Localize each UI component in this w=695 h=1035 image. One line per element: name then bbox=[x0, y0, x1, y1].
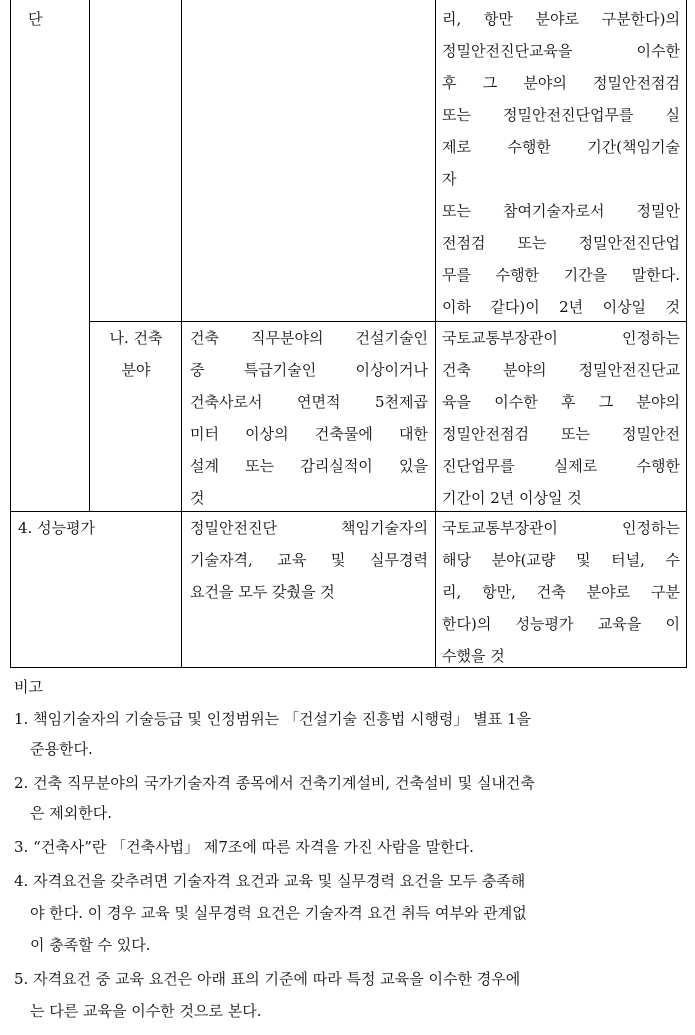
note-item-4-line: 이 충족할 수 있다. bbox=[30, 936, 151, 954]
word: 것 bbox=[665, 298, 680, 316]
word: 또는 bbox=[442, 106, 471, 124]
text-line bbox=[190, 354, 428, 386]
text-line: 기간이 2년 이상일 것 bbox=[442, 489, 582, 507]
word: 건축물에 bbox=[314, 425, 373, 443]
word: 참여기술자로서 bbox=[503, 202, 605, 220]
text-line bbox=[190, 418, 428, 450]
word: 후 bbox=[560, 393, 576, 411]
word: 성능평가 bbox=[515, 615, 574, 633]
text-line bbox=[442, 386, 680, 418]
word: 건축사로서 bbox=[190, 393, 263, 411]
word: 전점검 bbox=[442, 234, 486, 252]
word: 인정하는 bbox=[622, 519, 680, 537]
word: 이하 bbox=[442, 298, 471, 316]
word: 진단업무를 bbox=[442, 457, 515, 475]
word: 및 bbox=[330, 551, 346, 569]
word: 설계 bbox=[190, 457, 219, 475]
word: 정밀안 bbox=[636, 202, 680, 220]
word: 리, bbox=[442, 10, 462, 28]
table-border-left bbox=[10, 0, 11, 668]
word: 2년 bbox=[559, 298, 584, 316]
word: 국토교통부장관이 bbox=[442, 519, 558, 537]
text-line: 것 bbox=[190, 489, 205, 507]
word: 터널, bbox=[611, 551, 645, 569]
word: 수행한 bbox=[636, 457, 680, 475]
note-item-2-line: 은 제외한다. bbox=[30, 804, 112, 822]
column-divider-qualification bbox=[181, 0, 182, 668]
word: 정밀안전진단교육을 bbox=[442, 42, 573, 60]
word: 분야로 bbox=[586, 583, 631, 601]
word: 대한 bbox=[399, 425, 428, 443]
word: 정밀안전 bbox=[622, 425, 680, 443]
word: 기술자격, bbox=[190, 551, 253, 569]
text-line bbox=[442, 227, 680, 259]
text-line bbox=[442, 3, 680, 35]
word: 정밀안전점검 bbox=[593, 74, 680, 92]
word: 같다)이 bbox=[490, 298, 540, 316]
text-line bbox=[442, 259, 680, 291]
word: 항만, bbox=[482, 583, 516, 601]
note-item-5-line: 는 다른 교육을 이수한 것으로 본다. bbox=[30, 1002, 262, 1020]
requirement-cell-building bbox=[442, 322, 680, 514]
note-item-5-line: 5. 자격요건 중 교육 요건은 아래 표의 기준에 따라 특정 교육을 이수한 경우에 bbox=[14, 970, 521, 988]
word: 육을 bbox=[442, 393, 471, 411]
word: 분야로 bbox=[535, 10, 580, 28]
note-item-1-line: 준용한다. bbox=[30, 740, 93, 758]
word: 교육 bbox=[277, 551, 307, 569]
word: 미터 bbox=[190, 425, 219, 443]
word: 정밀안전점검 bbox=[442, 425, 529, 443]
text-line bbox=[442, 512, 680, 544]
word: 분야의 bbox=[523, 74, 567, 92]
note-item-4-line: 야 한다. 이 경우 교육 및 실무경력 요건은 기술자격 요건 취득 여부와 관계없 bbox=[30, 904, 527, 922]
word: 수행한 bbox=[495, 266, 540, 284]
text-line bbox=[442, 418, 680, 450]
qualification-cell-building bbox=[190, 322, 428, 514]
word: 또는 bbox=[442, 202, 471, 220]
word: 연면적 bbox=[296, 393, 341, 411]
word: 특급기술인 bbox=[243, 361, 317, 379]
word: 그 bbox=[598, 393, 614, 411]
word: 및 bbox=[576, 551, 591, 569]
text-line bbox=[442, 576, 680, 608]
word: 무를 bbox=[442, 266, 471, 284]
notes-heading: 비고 bbox=[14, 678, 43, 696]
word: 이수한 bbox=[636, 42, 680, 60]
word: 이수한 bbox=[494, 393, 538, 411]
word: 한다)의 bbox=[442, 615, 492, 633]
text-line bbox=[190, 322, 428, 354]
text-line bbox=[190, 512, 428, 544]
word: 중 bbox=[190, 361, 205, 379]
word: 분야(교량 bbox=[491, 551, 556, 569]
word: 실제로 bbox=[553, 457, 598, 475]
requirement-cell-performance bbox=[442, 512, 680, 672]
text-line bbox=[442, 354, 680, 386]
text-line bbox=[442, 35, 680, 67]
word: 또는 bbox=[561, 425, 590, 443]
word: 건설기술인 bbox=[355, 329, 428, 347]
text-line bbox=[190, 450, 428, 482]
word: 구분 bbox=[650, 583, 680, 601]
word: 항만 bbox=[483, 10, 513, 28]
word: 실무경력 bbox=[370, 551, 428, 569]
note-item-1-line: 1. 책임기술자의 기술등급 및 인정범위는 「건설기술 진흥법 시행령」 별표 1을 bbox=[14, 710, 531, 728]
word: 건축 bbox=[442, 361, 471, 379]
word: 수행한 bbox=[507, 138, 551, 156]
table-border-right bbox=[686, 0, 687, 668]
word: 해당 bbox=[442, 551, 471, 569]
word: 이상이거나 bbox=[355, 361, 428, 379]
column-divider-requirement bbox=[435, 0, 436, 668]
subcategory-building bbox=[96, 322, 176, 386]
note-item-2-line: 2. 건축 직무분야의 국가기술자격 종목에서 건축기계설비, 건축설비 및 실내건축 bbox=[14, 774, 535, 792]
text-line bbox=[442, 291, 680, 323]
column-divider-subcategory bbox=[89, 0, 90, 512]
word: 있을 bbox=[398, 457, 428, 475]
requirement-cell-row3 bbox=[442, 3, 680, 323]
note-item-4-line: 4. 자격요건을 갖추려면 기술자격 요건과 교육 및 실무경력 요건을 모두 충족해 bbox=[14, 872, 526, 890]
word: 국토교통부장관이 bbox=[442, 329, 558, 347]
word: 기간을 bbox=[563, 266, 608, 284]
word: 정밀안전진단교 bbox=[578, 361, 680, 379]
word: 또는 bbox=[517, 234, 547, 252]
word: 분야의 bbox=[636, 393, 680, 411]
word: 직무분야의 bbox=[251, 329, 324, 347]
word: 이 bbox=[665, 615, 680, 633]
qualification-cell-performance bbox=[190, 512, 428, 608]
word: 구분한다)의 bbox=[601, 10, 680, 28]
word: 후 bbox=[442, 74, 457, 92]
word: 실 bbox=[665, 106, 680, 124]
text-line bbox=[442, 67, 680, 99]
word: 건축 bbox=[190, 329, 219, 347]
note-item-3-line: 3. “건축사”란 「건축사법」 제7조에 따른 자격을 가진 사람을 말한다. bbox=[14, 838, 474, 856]
word: 그 bbox=[482, 74, 498, 92]
text-line bbox=[190, 544, 428, 576]
word: 제로 bbox=[442, 138, 471, 156]
word: 책임기술자의 bbox=[341, 519, 428, 537]
word: 리, bbox=[442, 583, 462, 601]
word: 건축 bbox=[536, 583, 566, 601]
text-line: 수했을 것 bbox=[442, 647, 505, 665]
text-line bbox=[442, 131, 680, 163]
text-line bbox=[190, 386, 428, 418]
word: 교육을 bbox=[597, 615, 642, 633]
text-line bbox=[442, 608, 680, 640]
word: 정밀안전진단업무를 bbox=[503, 106, 634, 124]
word: 감리실적이 bbox=[300, 457, 373, 475]
word: 5천제곱 bbox=[374, 393, 428, 411]
word: 이상의 bbox=[245, 425, 289, 443]
word: 정밀안전진단 bbox=[190, 519, 277, 537]
text-line: 분야 bbox=[121, 361, 151, 379]
word: 정밀안전진단업 bbox=[578, 234, 680, 252]
category-fragment: 단 bbox=[28, 10, 43, 28]
text-line: 나. 건축 bbox=[109, 329, 163, 347]
word: 수 bbox=[665, 551, 680, 569]
text-line: 요건을 모두 갖췄을 것 bbox=[190, 583, 335, 601]
text-line bbox=[442, 544, 680, 576]
word: 분야의 bbox=[503, 361, 547, 379]
text-line: 자 bbox=[442, 170, 457, 188]
text-line bbox=[442, 322, 680, 354]
word: 인정하는 bbox=[622, 329, 680, 347]
text-line bbox=[442, 450, 680, 482]
category-performance: 4. 성능평가 bbox=[18, 519, 96, 537]
word: 이상일 bbox=[602, 298, 647, 316]
text-line bbox=[442, 99, 680, 131]
text-line bbox=[442, 195, 680, 227]
word: 또는 bbox=[245, 457, 275, 475]
word: 말한다. bbox=[631, 266, 680, 284]
word: 기간(책임기술 bbox=[587, 138, 680, 156]
